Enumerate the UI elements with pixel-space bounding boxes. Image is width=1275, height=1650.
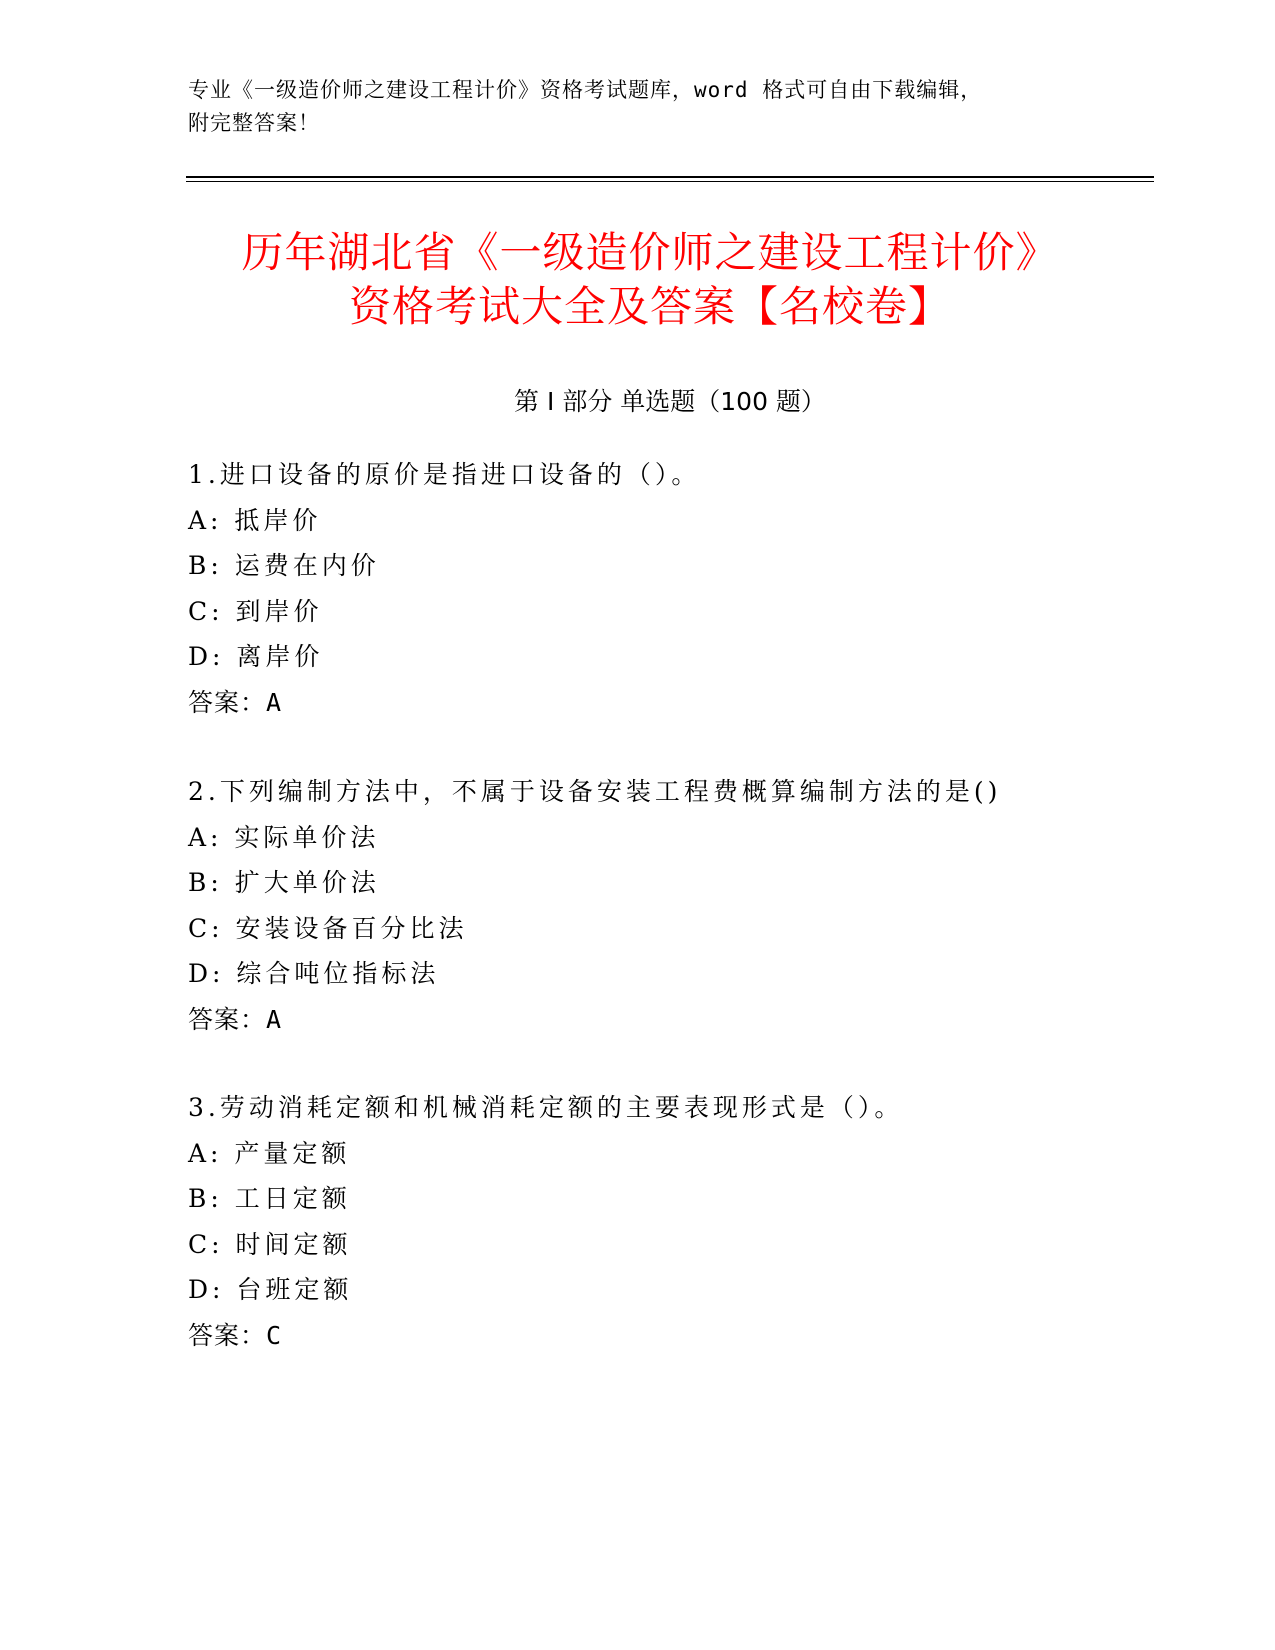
question-stem: 3.劳动消耗定额和机械消耗定额的主要表现形式是（）。 [188, 1093, 904, 1122]
question-stem: 2.下列编制方法中，不属于设备安装工程费概算编制方法的是() [188, 777, 1002, 806]
answer-line [188, 997, 1148, 1043]
option-c: C: 时间定额 [188, 1229, 352, 1259]
option-d: D: 离岸价 [188, 642, 324, 671]
answer-label: 答案： [188, 1320, 267, 1350]
option-b: B: 工日定额 [188, 1184, 351, 1213]
answer-label: 答案： [188, 1004, 267, 1034]
option-a: A: 产量定额 [188, 1138, 351, 1168]
question-3 [188, 1085, 1148, 1358]
header-note-line-1: 专业《一级造价师之建设工程计价》资格考试题库，word 格式可自由下载编辑， [188, 78, 983, 102]
answer-line [188, 1313, 1148, 1359]
answer-line [188, 680, 1148, 726]
header-divider-thick [186, 176, 1154, 178]
answer-value: A [266, 687, 283, 717]
document-title-line-1: 历年湖北省《一级造价师之建设工程计价》 [241, 228, 1059, 277]
answer-label: 答案： [188, 687, 267, 717]
option-b: B: 运费在内价 [188, 551, 380, 580]
question-1 [188, 452, 1148, 725]
header-divider-thin [186, 181, 1154, 182]
question-2 [188, 769, 1148, 1042]
question-stem: 1.进口设备的原价是指进口设备的（）。 [188, 460, 701, 489]
document-title [150, 226, 1150, 334]
option-a: A: 实际单价法 [188, 822, 380, 852]
section-title: 第 I 部分 单选题（100 题） [514, 387, 826, 416]
option-d: D: 台班定额 [188, 1275, 353, 1304]
option-c: C: 安装设备百分比法 [188, 913, 468, 943]
option-b: B: 扩大单价法 [188, 868, 380, 897]
answer-value: C [266, 1320, 283, 1350]
option-c: C: 到岸价 [188, 596, 323, 626]
option-a: A: 抵岸价 [188, 505, 322, 535]
option-d: D: 综合吨位指标法 [188, 959, 440, 988]
header-note [188, 74, 1088, 140]
answer-value: A [266, 1004, 283, 1034]
document-title-line-2: 资格考试大全及答案【名校卷】 [348, 282, 951, 331]
header-note-line-2: 附完整答案！ [188, 111, 320, 135]
